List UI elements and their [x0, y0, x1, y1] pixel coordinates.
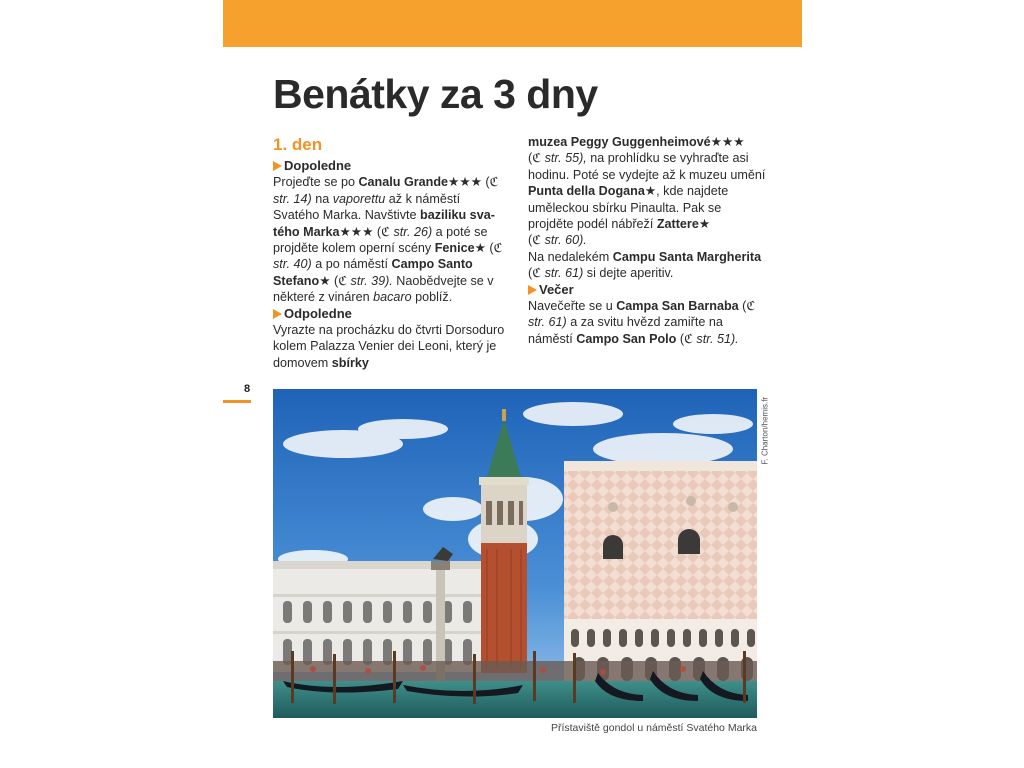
page-number-bar — [223, 400, 251, 403]
star-rating: ★ — [644, 184, 657, 199]
venice-photo — [273, 389, 757, 718]
star-rating: ★★★ — [448, 175, 482, 190]
paragraph-afternoon-start: Vyrazte na procházku do čtvrti Dorsoduro kolem Palazza Venier dei Leoni, který je domovem sbírky — [273, 323, 505, 370]
section-heading-morning: Dopoledne — [273, 158, 508, 174]
reference-link[interactable]: ℭ str. 55), — [532, 151, 587, 166]
eye-icon: ℭ — [532, 233, 542, 248]
place-punta-della-dogana: Punta della Dogana — [528, 184, 645, 199]
place-basilica: baziliku sva-tého Marka — [273, 208, 495, 239]
star-rating: ★ — [319, 273, 331, 288]
eye-icon: ℭ — [746, 299, 756, 314]
paragraph-evening: Navečeřte se u Campa San Barnaba (ℭ str. 61) a za svitu hvězd zamiřte na náměstí Campo San Polo (ℭ str. 51). — [528, 299, 756, 346]
eye-icon: ℭ — [338, 273, 348, 288]
paragraph-afternoon-end: Na nedalekém Campu Santa Margherita (ℭ str. 61) si dejte aperitiv. — [528, 249, 762, 281]
star-rating: ★ — [474, 241, 486, 256]
section-heading-evening: Večer — [528, 282, 768, 298]
place-campo-san-barnaba: Campa San Barnaba — [616, 299, 739, 314]
triangle-icon — [528, 285, 537, 295]
eye-icon: ℭ — [532, 266, 542, 281]
left-column — [273, 134, 508, 371]
star-rating: ★★★ — [339, 224, 374, 239]
place-campo-santo-stefano: Campo Santo Stefano — [273, 257, 473, 288]
day-heading: 1. den — [273, 135, 323, 154]
reference-link[interactable]: ℭ str. 40) — [273, 241, 503, 272]
reference-link[interactable]: ℭ str. 26) — [381, 224, 433, 239]
place-fenice: Fenice — [434, 241, 475, 256]
eye-icon: ℭ — [489, 175, 499, 190]
place-campo-san-polo: Campo San Polo — [576, 331, 677, 346]
star-rating: ★★★ — [710, 135, 745, 149]
reference-link[interactable]: ℭ str. 60). — [532, 233, 587, 248]
paragraph-morning: Projeďte se po Canalu Grande★★★ (ℭ str. 14) na vaporettu až k náměstí Svatého Marka. Navštivte baziliku sva-tého Marka★★★ (ℭ str. 26) a poté se projděte kolem operní scény Fenice★ (ℭ str. 40) a po náměstí Campo Santo Stefano★ (ℭ str. 39). Naobědvejte se v některé z vináren bacaro poblíž. — [273, 175, 503, 305]
photo-credit: F. Charton/hemis.fr — [760, 396, 770, 465]
eye-icon: ℭ — [381, 224, 390, 239]
place-guggenheim: muzea Peggy Guggenheimové — [528, 135, 711, 149]
triangle-icon — [273, 309, 282, 319]
place-campo-santa-margherita: Campu Santa Margherita — [612, 249, 762, 264]
header-bar — [223, 0, 802, 47]
eye-icon: ℭ — [684, 331, 693, 346]
eye-icon: ℭ — [532, 151, 542, 166]
reference-link[interactable]: ℭ str. 61) — [528, 299, 756, 330]
page-number: 8 — [244, 383, 251, 395]
reference-link[interactable]: ℭ str. 61) — [532, 266, 584, 281]
eye-icon: ℭ — [493, 241, 503, 256]
reference-link[interactable]: ℭ str. 14) — [273, 175, 499, 206]
section-heading-afternoon: Odpoledne — [273, 306, 508, 322]
reference-link[interactable]: ℭ str. 39). — [338, 273, 393, 288]
star-rating: ★ — [698, 217, 711, 232]
reference-link[interactable]: ℭ str. 51). — [684, 331, 739, 346]
paragraph-afternoon-cont: muzea Peggy Guggenheimové★★★ (ℭ str. 55), na prohlídku se vyhraďte asi hodinu. Poté se vydejte až k muzeu umění Punta della Dogana★, kde najdete uměleckou sbírku Pinaulta. Pak se projděte podél nábřeží Zattere★ (ℭ str. 60). — [528, 135, 766, 248]
right-column — [528, 134, 768, 347]
place-zattere: Zattere — [656, 217, 699, 232]
page-title: Benátky za 3 dny — [273, 71, 598, 117]
place-canal-grande: Canalu Grande — [358, 175, 449, 190]
photo-caption: Přístaviště gondol u náměstí Svatého Marka — [550, 722, 757, 734]
triangle-icon — [273, 161, 282, 171]
